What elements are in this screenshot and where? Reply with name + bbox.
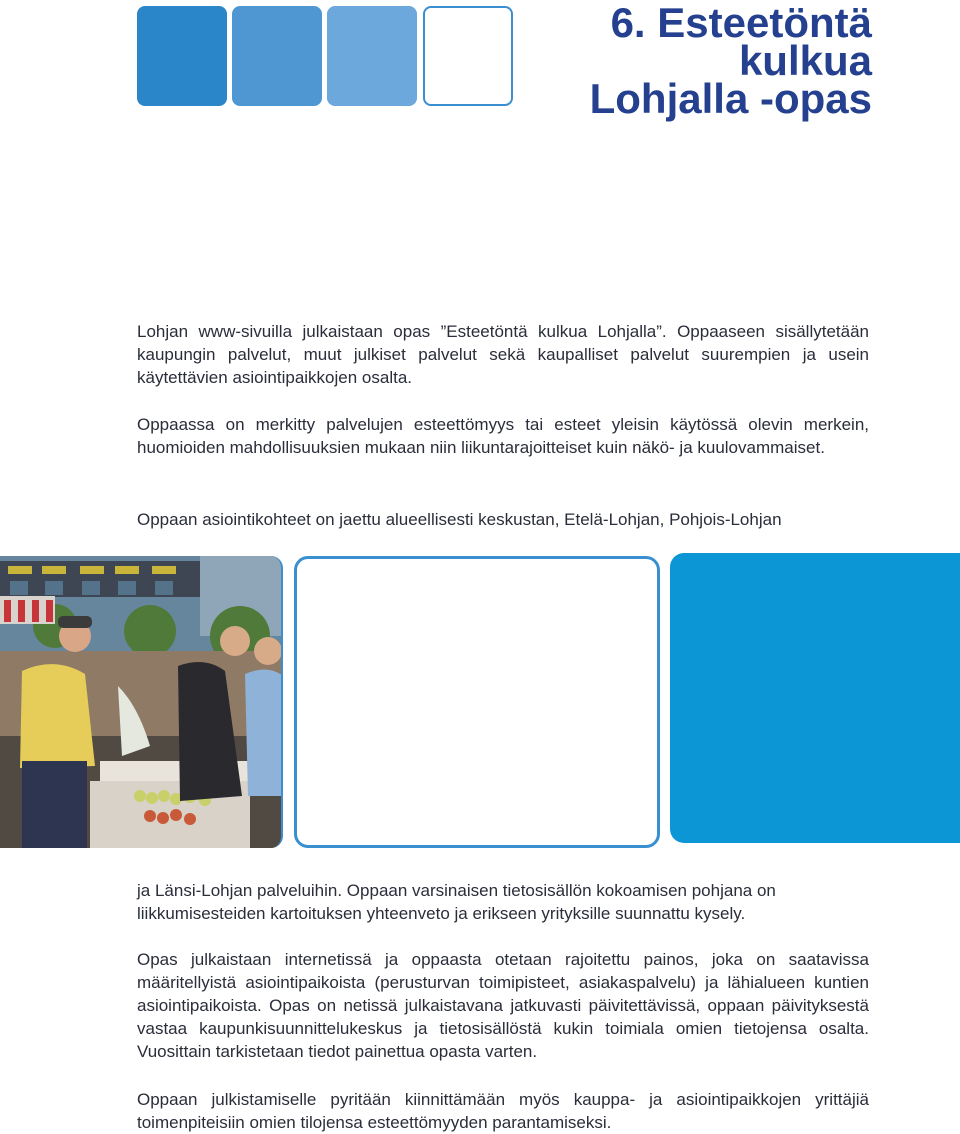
paragraph-intro: Lohjan www-sivuilla julkaistaan opas ”Esteetöntä kulkua Lohjalla”. Oppaaseen sisällytetään kaupungin palvelut, muut julkiset palvelut sekä kaupalliset palvelut suurempien ja usein käytettävien asiointipaikkojen osalta. (137, 322, 869, 387)
title-line-2: kulkua (738, 37, 872, 84)
title-line-1: 6. Esteetöntä (610, 0, 872, 46)
page-title (589, 0, 872, 122)
blue-panel (670, 553, 960, 843)
decorative-tile-3 (327, 6, 417, 106)
decorative-tile-1 (137, 6, 227, 106)
decorative-tile-2 (232, 6, 322, 106)
decorative-tile-outline (423, 6, 513, 106)
paragraph-regions-end: ja Länsi-Lohjan palveluihin. Oppaan varsinaisen tietosisällön kokoamisen pohjana on liikkumisesteiden kartoituksen yhteenveto ja erikseen yrityksille suunnattu kysely. (137, 881, 776, 923)
title-line-3: Lohjalla -opas (589, 75, 872, 122)
paragraph-businesses: Oppaan julkistamiselle pyritään kiinnittämään myös kauppa- ja asiointipaikkojen yrittäjiä toimenpiteisiin omien tilojensa esteettömyyden parantamiseksi. (137, 1090, 869, 1132)
empty-photo-frame (294, 556, 660, 848)
paragraph-regions-start: Oppaan asiointikohteet on jaettu alueellisesti keskustan, Etelä-Lohjan, Pohjois-Lohjan (137, 510, 782, 529)
market-photo (0, 556, 283, 848)
paragraph-publication: Opas julkaistaan internetissä ja oppaasta otetaan rajoitettu painos, joka on saatavissa määritellyistä asiointipaikoista (perusturvan toimipisteet, asiakaspalvelu) ja lähialueen kuntien asiointipaikoista. Opas on netissä julkaistavana jatkuvasti päivitettävissä, oppaan päivityksestä vastaa kaupunkisuunnittelukeskus ja tietosisällöstä kukin toimiala omien tietojensa osalta. Vuosittain tarkistetaan tiedot painettua opasta varten. (137, 950, 869, 1061)
paragraph-markings: Oppaassa on merkitty palvelujen esteettömyys tai esteet yleisin käytössä olevin merkein, huomioiden mahdollisuuksien mukaan niin liikuntarajoitteiset kuin näkö- ja kuulovammaiset. (137, 415, 869, 457)
